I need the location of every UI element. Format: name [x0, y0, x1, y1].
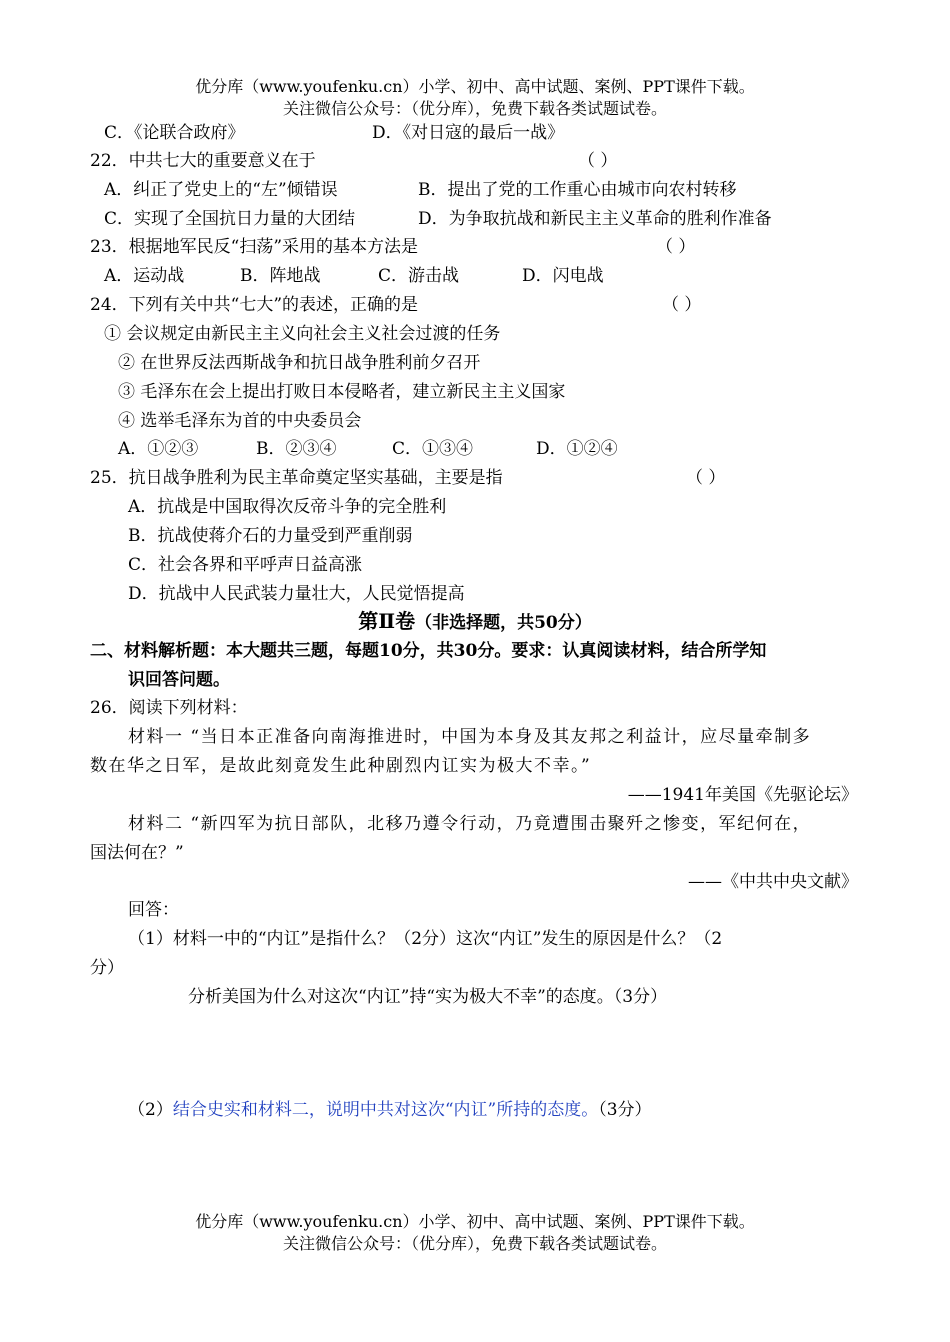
q24-stem: 24．下列有关中共“七大”的表述，正确的是 — [90, 295, 419, 315]
q22-option-c: C．实现了全国抗日力量的大团结 — [104, 209, 356, 229]
q26-sub1-line-2: 分） — [90, 958, 124, 978]
q24-statement-3: ③ 毛泽东在会上提出打败日本侵略者，建立新民主主义国家 — [118, 382, 566, 402]
q26-stem: 26．阅读下列材料： — [90, 698, 248, 718]
header-line-1: 优分库（www.youfenku.cn）小学、初中、高中试题、案例、PPT课件下载。 — [195, 77, 755, 96]
q26-material-1-line-1: 材料一 “当日本正准备向南海推进时，中国为本身及其友邦之利益计，应尽量牵制多 — [128, 727, 812, 747]
q23-stem: 23．根据地军民反“扫荡”采用的基本方法是 — [90, 237, 419, 257]
q25-option-b: B．抗战使蒋介石的力量受到严重削弱 — [128, 526, 413, 546]
section-2-heading-line-2: 识回答问题。 — [128, 670, 230, 690]
q26-material-2-source: ——《中共中央文献》 — [688, 872, 858, 892]
q24-statement-4: ④ 选举毛泽东为首的中央委员会 — [118, 411, 362, 431]
part2-title-sub: （非选择题，共50分） — [415, 613, 592, 633]
q22-option-d: D．为争取抗战和新民主主义革命的胜利作准备 — [418, 209, 772, 229]
q25-option-c: C．社会各界和平呼声日益高涨 — [128, 555, 363, 575]
q26-sub2 — [128, 1099, 652, 1121]
q26-material-2-line-2: 国法何在？” — [90, 843, 184, 863]
q24-option-c: C．①③④ — [392, 439, 474, 459]
footer-line-1: 优分库（www.youfenku.cn）小学、初中、高中试题、案例、PPT课件下载。 — [195, 1212, 755, 1231]
q26-sub1-line-1: （1）材料一中的“内讧”是指什么？（2分）这次“内讧”发生的原因是什么？（2 — [128, 929, 723, 949]
part2-title — [0, 610, 950, 634]
q25-option-d: D．抗战中人民武装力量壮大，人民觉悟提高 — [128, 584, 465, 604]
q22-option-a: A．纠正了党史上的“左”倾错误 — [104, 180, 338, 200]
q26-answer-label: 回答： — [128, 900, 179, 920]
part2-title-main: 第Ⅱ卷 — [358, 609, 416, 633]
q23-answer-paren: （ ） — [656, 237, 696, 257]
q26-sub2-prefix: （2） — [128, 1100, 173, 1120]
q24-option-a: A．①②③ — [118, 439, 199, 459]
q26-sub1-line-3: 分析美国为什么对这次“内讧”持“实为极大不幸”的态度。（3分） — [188, 987, 668, 1007]
q26-material-2-line-1: 材料二 “新四军为抗日部队，北移乃遵令行动，乃竟遭围击聚歼之惨变，军纪何在， — [128, 814, 812, 834]
q24-statement-1: ① 会议规定由新民主主义向社会主义社会过渡的任务 — [104, 324, 501, 344]
q23-option-c: C．游击战 — [378, 266, 460, 286]
q26-sub2-text: 结合史实和材料二，说明中共对这次“内讧”所持的态度。 — [172, 1100, 599, 1120]
q21-option-d: D．《对日寇的最后一战》 — [372, 123, 565, 143]
q24-answer-paren: （ ） — [662, 295, 702, 315]
q22-stem: 22．中共七大的重要意义在于 — [90, 151, 316, 171]
q23-option-d: D．闪电战 — [522, 266, 604, 286]
q26-material-1-source: ——1941年美国《先驱论坛》 — [627, 785, 858, 805]
q21-option-c: C．《论联合政府》 — [104, 123, 245, 143]
q23-option-b: B．阵地战 — [240, 266, 321, 286]
q25-stem: 25．抗日战争胜利为民主革命奠定坚实基础，主要是指 — [90, 468, 503, 488]
section-2-heading-line-1: 二、材料解析题：本大题共三题，每题10分，共30分。要求：认真阅读材料，结合所学知 — [90, 641, 767, 661]
footer-line-2: 关注微信公众号：（优分库），免费下载各类试题试卷。 — [282, 1234, 667, 1253]
q22-answer-paren: （ ） — [578, 151, 618, 171]
q25-option-a: A．抗战是中国取得次反帝斗争的完全胜利 — [128, 497, 447, 517]
q24-statement-2: ② 在世界反法西斯战争和抗日战争胜利前夕召开 — [118, 353, 481, 373]
q24-option-d: D．①②④ — [536, 439, 618, 459]
q23-option-a: A．运动战 — [104, 266, 185, 286]
header-line-2: 关注微信公众号：（优分库），免费下载各类试题试卷。 — [282, 99, 667, 118]
q25-answer-paren: （ ） — [686, 468, 726, 488]
q26-sub2-score: （3分） — [598, 1100, 652, 1120]
q22-option-b: B．提出了党的工作重心由城市向农村转移 — [418, 180, 737, 200]
q24-option-b: B．②③④ — [256, 439, 337, 459]
q26-material-1-line-2: 数在华之日军，是故此刻竟发生此种剧烈内讧实为极大不幸。” — [90, 756, 592, 776]
